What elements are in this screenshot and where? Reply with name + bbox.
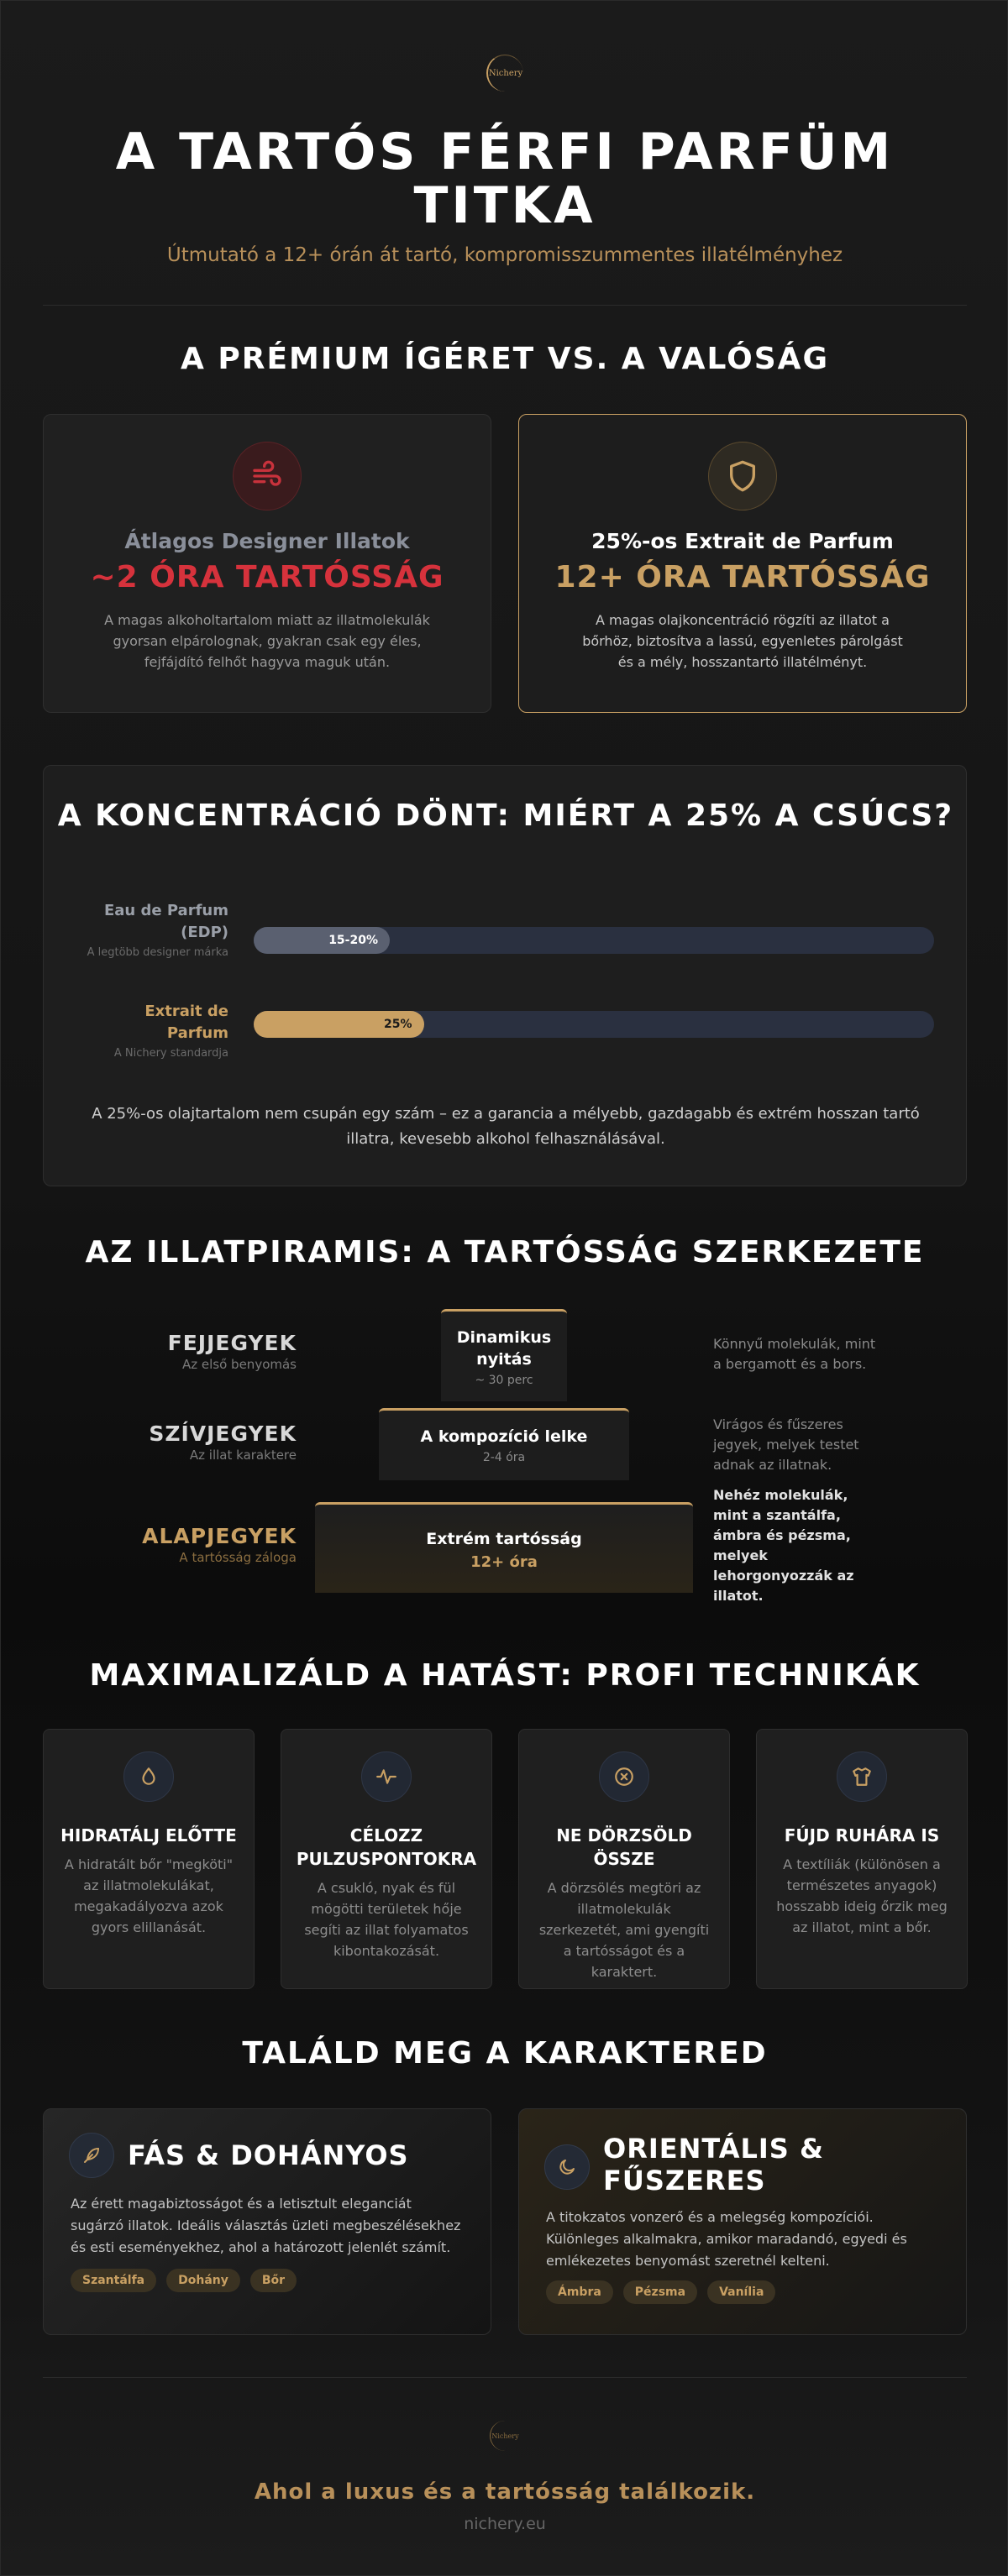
level-description: Nehéz molekulák, mint a szantálfa, ámbra és pézsma, melyek lehorgonyozzák az illatot.: [713, 1487, 854, 1604]
technique-card: [281, 1729, 492, 1989]
standard-value: ~2 ÓRA TARTÓSSÁG: [90, 560, 444, 594]
techniques-title: MAXIMALIZÁLD A HATÁST: PROFI TECHNIKÁK: [89, 1658, 921, 1693]
page-subtitle: Útmutató a 12+ órán át tartó, kompromisszummentes illatélményhez: [166, 244, 843, 266]
tag: Dohány: [166, 2269, 240, 2292]
bar-fill-extrait: [254, 1011, 424, 1038]
wind-icon: [233, 442, 302, 510]
bar-name: Extrait de Parfum: [144, 1003, 228, 1042]
premium-value: 12+ ÓRA TARTÓSSÁG: [554, 560, 931, 594]
concentration-title: A KONCENTRÁCIÓ DÖNT: MIÉRT A 25% A CSÚCS?: [57, 798, 954, 833]
technique-description: A textíliák (különösen a természetes anyagok) hosszabb ideig őrzik meg az illatot, mint a bőr.: [776, 1856, 948, 1935]
character-card-woody: [43, 2108, 491, 2335]
character-description: A titokzatos vonzerő és a melegség kompozíciói. Különleges alkalmakra, amikor maradandó, egyedi és emlékezetes benyomást szeretnél kelteni.: [546, 2209, 907, 2269]
bar-value-label: 25%: [383, 1018, 412, 1031]
technique-description: A dörzsölés megtöri az illatmolekulák szerkezetét, ami gyengíti a tartósságot és a karaktert.: [538, 1880, 710, 1980]
bar-value-label: 15-20%: [328, 934, 378, 947]
technique-description: A csukló, nyak és fül mögötti területek hője segíti az illat folyamatos kibontakozását.: [304, 1880, 469, 1959]
tag: Vanília: [707, 2280, 775, 2304]
level-sub: Az illat karaktere: [189, 1448, 297, 1463]
technique-card: [518, 1729, 730, 1989]
footer-site-link[interactable]: nichery.eu: [464, 2515, 546, 2533]
block-detail: ~ 30 perc: [475, 1374, 533, 1387]
bar-label: [86, 1001, 228, 1061]
pyramid-level-heart: [45, 1422, 297, 1463]
technique-card: [43, 1729, 255, 1989]
block-detail: 2-4 óra: [482, 1451, 526, 1464]
bar-label: [86, 900, 228, 961]
tag-list: [71, 2269, 297, 2292]
pyramid-level-top: [45, 1331, 297, 1372]
concentration-panel: [43, 765, 967, 1186]
level-sub: A tartósság záloga: [179, 1550, 297, 1565]
technique-title: HIDRATÁLJ ELŐTTE: [60, 1825, 237, 1846]
pulse-icon: [361, 1751, 412, 1802]
character-card-oriental: [518, 2108, 967, 2335]
level-sub: Az első benyomás: [182, 1357, 297, 1372]
character-title-oriental: ORIENTÁLIS & FŰSZERES: [603, 2133, 824, 2196]
level-name: SZÍVJEGYEK: [149, 1422, 297, 1446]
pyramid-block-top: [441, 1309, 567, 1401]
bar-name: Eau de Parfum (EDP): [103, 902, 228, 941]
pyramid-title: AZ ILLATPIRAMIS: A TARTÓSSÁG SZERKEZETE: [85, 1235, 925, 1270]
standard-label: Átlagos Designer Illatok: [124, 529, 410, 553]
brand-logo: Nichery: [486, 55, 523, 92]
standard-description: A magas alkoholtartalom miatt az illatmolekulák gyorsan elpárolognak, gyakran csak egy éles, fejfájdító felhőt hagyva maguk után.: [104, 612, 430, 670]
pyramid-block-heart: [379, 1408, 629, 1480]
block-detail: 12+ óra: [470, 1553, 538, 1571]
technique-description: A hidratált bőr "megköti" az illatmolekulákat, megakadályozva azok gyors elillanását.: [64, 1856, 234, 1935]
technique-title: CÉLOZZ PULZUSPONTOKRA: [296, 1825, 477, 1869]
tag: Ámbra: [546, 2280, 613, 2304]
level-name: FEJJEGYEK: [167, 1331, 297, 1355]
logo-wrap: [1, 55, 1008, 92]
comparison-title: A PRÉMIUM ÍGÉRET VS. A VALÓSÁG: [180, 342, 830, 376]
tag: Szantálfa: [71, 2269, 156, 2292]
bar-track: [254, 927, 934, 954]
bar-track: [254, 1011, 934, 1038]
concentration-note: A 25%-os olajtartalom nem csupán egy szám – ez a garancia a mélyebb, gazdagabb és extrém hosszan tartó illatra, kevesebb alkohol felhasználásával.: [92, 1105, 920, 1148]
feather-icon: [69, 2133, 114, 2178]
tag: Bőr: [250, 2269, 297, 2292]
level-description: Könnyű molekulák, mint a bergamott és a bors.: [713, 1336, 876, 1372]
bar-fill-edp: [254, 927, 390, 954]
divider: [43, 2377, 967, 2378]
block-title: Dinamikus nyitás: [456, 1328, 552, 1369]
premium-label: 25%-os Extrait de Parfum: [591, 529, 894, 553]
x-circle-icon: [599, 1751, 649, 1802]
technique-title: NE DÖRZSÖLD ÖSSZE: [556, 1825, 692, 1869]
standard-card: [43, 414, 491, 713]
divider: [43, 305, 967, 306]
pyramid-level-base: [45, 1524, 297, 1565]
block-title: A kompozíció lelke: [420, 1427, 588, 1446]
premium-card: [518, 414, 967, 713]
level-description: Virágos és fűszeres jegyek, melyek testet adnak az illatnak.: [713, 1416, 859, 1473]
page-title: A TARTÓS FÉRFI PARFÜM TITKA: [115, 123, 895, 235]
tag: Pézsma: [623, 2280, 697, 2304]
tag-list: [546, 2280, 775, 2304]
block-title: Extrém tartósság: [426, 1530, 582, 1548]
technique-card: [756, 1729, 968, 1989]
character-description: Az érett magabiztosságot és a letisztult eleganciát sugárzó illatok. Ideális választás üzleti megbeszélésekhez és esti eseményekhez, ahol a határozott jelenlét számít.: [71, 2196, 461, 2255]
bar-sub: A Nichery standardja: [113, 1047, 228, 1060]
drop-icon: [123, 1751, 174, 1802]
pyramid-block-base: [315, 1502, 693, 1593]
footer-logo-wrap: [1, 2421, 1008, 2451]
shirt-icon: [837, 1751, 887, 1802]
footer-slogan: Ahol a luxus és a tartósság találkozik.: [254, 2479, 756, 2505]
shield-icon: [708, 442, 777, 510]
character-title: TALÁLD MEG A KARAKTERED: [242, 2036, 768, 2071]
technique-title: FÚJD RUHÁRA IS: [784, 1825, 940, 1846]
character-title-woody: FÁS & DOHÁNYOS: [128, 2139, 409, 2171]
premium-description: A magas olajkoncentráció rögzíti az illatot a bőrhöz, biztosítva a lassú, egyenletes párolgást és a mély, hosszantartó illatélményt.: [582, 612, 903, 670]
moon-icon: [544, 2144, 590, 2190]
bar-sub: A legtöbb designer márka: [87, 946, 228, 959]
footer-logo: Nichery: [490, 2421, 520, 2451]
level-name: ALAPJEGYEK: [142, 1524, 297, 1548]
